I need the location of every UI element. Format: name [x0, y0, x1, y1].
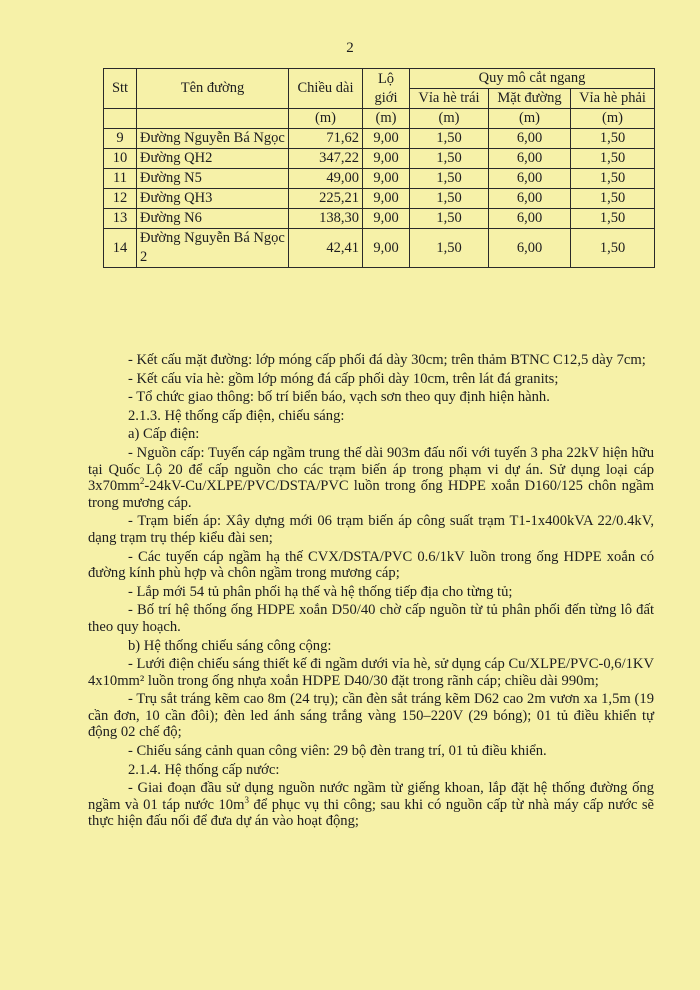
row-name: Đường QH3 — [137, 189, 289, 209]
header-name: Tên đường — [137, 69, 289, 109]
subheading-power-supply: a) Cấp điện: — [128, 426, 200, 443]
row-surface: 6,00 — [489, 169, 571, 189]
table-row — [104, 149, 655, 169]
row-right: 1,50 — [571, 169, 655, 189]
text-run: - Giai đoạn đầu sử dụng nguồn nước ngầm từ giếng khoan, lắp đặt hệ thống đường ống ngầm và 01 táp nước 10m — [88, 780, 654, 813]
row-right: 1,50 — [571, 189, 655, 209]
table-header-row — [104, 69, 655, 89]
row-boundary: 9,00 — [363, 149, 410, 169]
row-length: 42,41 — [289, 229, 363, 268]
paragraph-lv-cables: - Các tuyến cáp ngầm hạ thế CVX/DSTA/PVC 0.6/1kV luồn trong ống HDPE xoắn có đường kính phù hợp và chôn ngầm trong mương cáp; — [88, 548, 654, 582]
table-row — [104, 129, 655, 149]
row-left: 1,50 — [410, 229, 489, 268]
unit-right: (m) — [571, 109, 655, 129]
table-row — [104, 169, 655, 189]
row-length: 71,62 — [289, 129, 363, 149]
paragraph-traffic: - Tổ chức giao thông: bố trí biển báo, vạch sơn theo quy định hiện hành. — [128, 389, 550, 406]
row-length: 225,21 — [289, 189, 363, 209]
table-row — [104, 229, 655, 268]
row-left: 1,50 — [410, 189, 489, 209]
header-stt: Stt — [104, 69, 137, 109]
row-name: Đường Nguyễn Bá Ngọc 2 — [137, 229, 289, 268]
row-boundary: 9,00 — [363, 209, 410, 229]
header-left-sidewalk: Vỉa hè trái — [410, 89, 489, 109]
row-right: 1,50 — [571, 209, 655, 229]
text-run: -24kV-Cu/XLPE/PVC/DSTA/PVC luồn trong ống HDPE xoắn D160/125 chôn ngầm trong mương cáp. — [88, 478, 654, 511]
row-stt: 10 — [104, 149, 137, 169]
section-heading-power: 2.1.3. Hệ thống cấp điện, chiếu sáng: — [128, 407, 345, 424]
row-surface: 6,00 — [489, 129, 571, 149]
unit-boundary: (m) — [363, 109, 410, 129]
row-boundary: 9,00 — [363, 169, 410, 189]
table-row — [104, 189, 655, 209]
row-right: 1,50 — [571, 229, 655, 268]
paragraph-road-surface: - Kết cấu mặt đường: lớp móng cấp phối đá dày 30cm; trên thảm BTNC C12,5 dày 7cm; — [128, 352, 646, 368]
row-length: 49,00 — [289, 169, 363, 189]
row-stt: 9 — [104, 129, 137, 149]
row-stt: 12 — [104, 189, 137, 209]
paragraph-power-source — [88, 445, 654, 511]
row-left: 1,50 — [410, 209, 489, 229]
row-left: 1,50 — [410, 129, 489, 149]
paragraph-sidewalk: - Kết cấu vỉa hè: gồm lớp móng đá cấp phối dày 10cm, trên lát đá granits; — [128, 370, 559, 387]
paragraph-hdpe-conduit: - Bố trí hệ thống ống HDPE xoắn D50/40 chờ cấp nguồn từ tủ phân phối đến từng lô đất theo quy hoạch. — [88, 602, 654, 635]
row-surface: 6,00 — [489, 209, 571, 229]
superscript: 3 — [244, 794, 249, 805]
row-right: 1,50 — [571, 129, 655, 149]
row-left: 1,50 — [410, 149, 489, 169]
table-row — [104, 209, 655, 229]
row-boundary: 9,00 — [363, 229, 410, 268]
row-stt: 14 — [104, 229, 137, 268]
unit-length: (m) — [289, 109, 363, 129]
paragraph-lighting-grid: - Lưới điện chiếu sáng thiết kế đi ngầm dưới vỉa hè, sử dụng cáp Cu/XLPE/PVC-0,6/1KV 4x10mm² luồn trong ống nhựa xoắn HDPE D40/30 đặt trong rãnh cáp; chiều dài 990m; — [88, 656, 654, 689]
row-stt: 11 — [104, 169, 137, 189]
header-boundary: Lộ giới — [363, 69, 410, 109]
unit-left: (m) — [410, 109, 489, 129]
header-right-sidewalk: Vỉa hè phải — [571, 89, 655, 109]
row-stt: 13 — [104, 209, 137, 229]
row-boundary: 9,00 — [363, 129, 410, 149]
row-name: Đường N5 — [137, 169, 289, 189]
row-length: 138,30 — [289, 209, 363, 229]
row-name: Đường Nguyễn Bá Ngọc — [137, 129, 289, 149]
paragraph-water-supply — [88, 780, 654, 830]
row-name: Đường QH2 — [137, 149, 289, 169]
header-cross-section: Quy mô cắt ngang — [410, 69, 655, 89]
paragraph-cabinets: - Lắp mới 54 tủ phân phối hạ thế và hệ thống tiếp địa cho từng tủ; — [128, 583, 513, 600]
row-surface: 6,00 — [489, 189, 571, 209]
row-length: 347,22 — [289, 149, 363, 169]
table-unit-row — [104, 109, 655, 129]
subheading-lighting: b) Hệ thống chiếu sáng công cộng: — [128, 637, 332, 654]
row-surface: 6,00 — [489, 149, 571, 169]
unit-surface: (m) — [489, 109, 571, 129]
paragraph-poles: - Trụ sắt tráng kẽm cao 8m (24 trụ); cần đèn sắt tráng kẽm D62 cao 2m vươn xa 1,5m (19 cần đơn, 10 cần đôi); đèn led ánh sáng trắng vàng 150–220V (29 bóng); 01 tủ điều khiển tự động 02 chế độ; — [88, 691, 654, 741]
body-text — [88, 352, 654, 832]
row-surface: 6,00 — [489, 229, 571, 268]
text-run: để phục vụ thi công; sau khi có nguồn cấp từ nhà máy cấp nước sẽ thực hiện đấu nối để đưa dự án vào hoạt động; — [88, 796, 654, 830]
page-number: 2 — [346, 40, 354, 56]
road-table — [103, 68, 655, 268]
text-run: - Nguồn cấp: Tuyến cáp ngầm trung thế dài 903m đấu nối với tuyến 3 pha 22kV hiện hữu tại Quốc Lộ 20 để cấp nguồn cho các trạm biến áp trong phạm vi dự án. Sử dụng loại cáp 3x70mm — [88, 444, 654, 495]
section-heading-water: 2.1.4. Hệ thống cấp nước: — [128, 761, 280, 778]
header-length: Chiều dài — [289, 69, 363, 109]
row-boundary: 9,00 — [363, 189, 410, 209]
row-left: 1,50 — [410, 169, 489, 189]
row-right: 1,50 — [571, 149, 655, 169]
superscript: 2 — [139, 476, 145, 487]
paragraph-park-lighting: - Chiếu sáng cảnh quan công viên: 29 bộ đèn trang trí, 01 tủ điều khiển. — [128, 743, 547, 760]
header-surface: Mặt đường — [489, 89, 571, 109]
row-name: Đường N6 — [137, 209, 289, 229]
paragraph-substation: - Trạm biến áp: Xây dựng mới 06 trạm biến áp công suất trạm T1-1x400kVA 22/0.4kV, dạng trạm trụ thép kiểu đài sen; — [88, 513, 654, 546]
